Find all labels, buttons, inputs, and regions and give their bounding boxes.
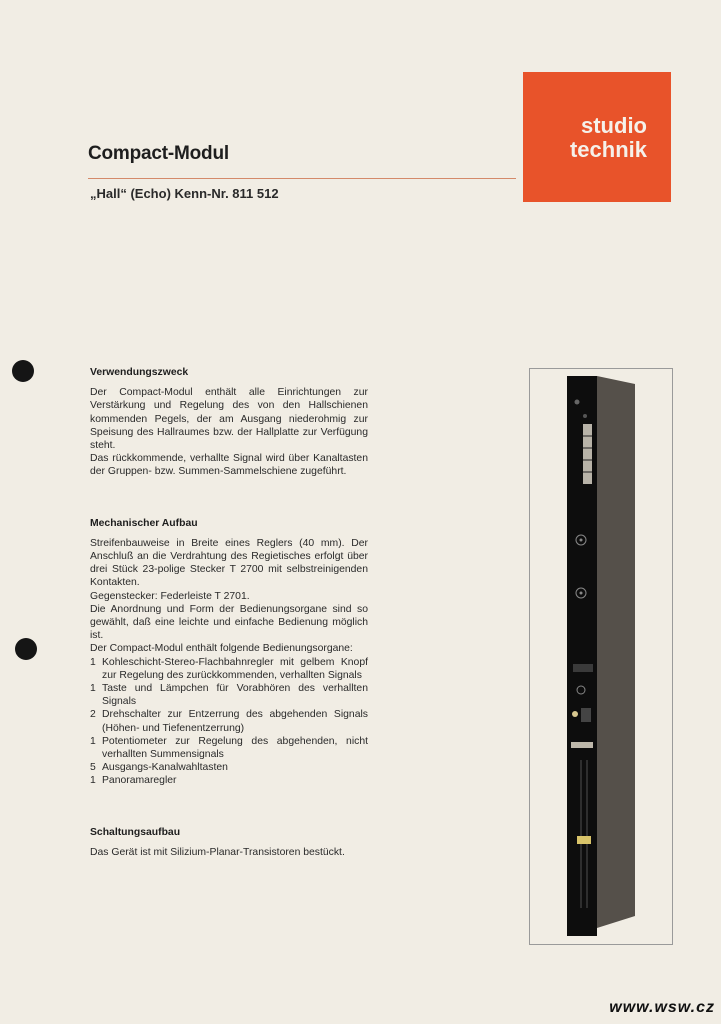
- title-rule: [88, 178, 516, 179]
- footer-website: www.wsw.cz: [609, 999, 715, 1016]
- section-schaltungsaufbau: [90, 826, 368, 859]
- fader-knob: [577, 836, 591, 844]
- list-item: [90, 708, 368, 734]
- section-verwendungszweck: [90, 366, 368, 479]
- knob-icon: [583, 414, 587, 418]
- section-heading: Verwendungszweck: [90, 367, 189, 378]
- paragraph: Die Anordnung und Form der Bedienungsorgane sind so gewählt, daß eine leichte und einfache Bedienung möglich ist.: [90, 603, 368, 642]
- punch-hole-bottom: [15, 638, 37, 660]
- lamp-icon: [572, 711, 578, 717]
- section-mechanischer-aufbau: [90, 517, 368, 788]
- module-side-panel: [597, 376, 635, 928]
- main-text: [90, 366, 368, 859]
- knob-icon: [575, 400, 580, 405]
- logo-line-2: technik: [569, 137, 647, 162]
- paragraph: Gegenstecker: Federleiste T 2701.: [90, 590, 250, 602]
- item-count: 1: [90, 683, 96, 695]
- paragraph: Das rückkommende, verhallte Signal wird über Kanaltasten der Gruppen- bzw. Summen-Sammelschiene zugeführt.: [90, 453, 368, 478]
- punch-hole-top: [12, 360, 34, 382]
- item-text: Drehschalter zur Entzerrung des abgehenden Signals (Höhen- und Tiefenentzerrung): [102, 709, 368, 734]
- paragraph: Streifenbauweise in Breite eines Reglers (40 mm). Der Anschluß an die Verdrahtung des Regietisches erfolgt über drei Stück 23-polige Stecker T 2700 mit selbstreinigenden Kontakten.: [90, 537, 368, 589]
- paragraph: Der Compact-Modul enthält alle Einrichtungen zur Verstärkung und Regelung des von den Hallschienen kommenden Pegels, der am Ausgang niederohmig zur Speisung des Hallraumes bzw. der Hallplatte zur Verfügung steht.: [90, 387, 368, 452]
- page-subtitle: „Hall“ (Echo) Kenn-Nr. 811 512: [90, 186, 279, 201]
- module-photo: [529, 368, 673, 945]
- paragraph: Der Compact-Modul enthält folgende Bedienungsorgane:: [90, 643, 353, 655]
- item-count: 1: [90, 775, 96, 787]
- list-item: [90, 656, 368, 682]
- page-title: Compact-Modul: [88, 143, 229, 164]
- section-heading: Schaltungsaufbau: [90, 826, 181, 838]
- item-count: 1: [90, 656, 96, 668]
- label-strip: [571, 742, 593, 748]
- list-item: [90, 682, 368, 708]
- item-count: 5: [90, 762, 96, 774]
- item-text: Potentiometer zur Regelung des abgehenden, nicht verhallten Summensignals: [102, 735, 368, 761]
- list-item: [90, 735, 368, 761]
- item-count: 1: [90, 735, 96, 747]
- module-front-panel: [567, 376, 597, 936]
- item-text: Panoramaregler: [102, 775, 177, 787]
- button-strip: [583, 424, 592, 484]
- controls-list: [90, 656, 368, 788]
- studio-technik-logo: [523, 72, 671, 202]
- section-heading: Mechanischer Aufbau: [90, 517, 198, 529]
- item-text: Kohleschicht-Stereo-Flachbahnregler mit gelbem Knopf zur Regelung des zurückkommenden, verhallten Signals: [102, 656, 368, 681]
- logo-line-1: studio: [581, 113, 647, 138]
- list-item: [90, 774, 368, 787]
- item-text: Taste und Lämpchen für Vorabhören des verhallten Signals: [102, 683, 368, 708]
- list-item: [90, 761, 368, 774]
- item-count: 2: [90, 709, 96, 721]
- paragraph: Das Gerät ist mit Silizium-Planar-Transistoren bestückt.: [90, 846, 345, 858]
- item-text: Ausgangs-Kanalwahltasten: [102, 762, 228, 774]
- label-plate: [573, 664, 593, 672]
